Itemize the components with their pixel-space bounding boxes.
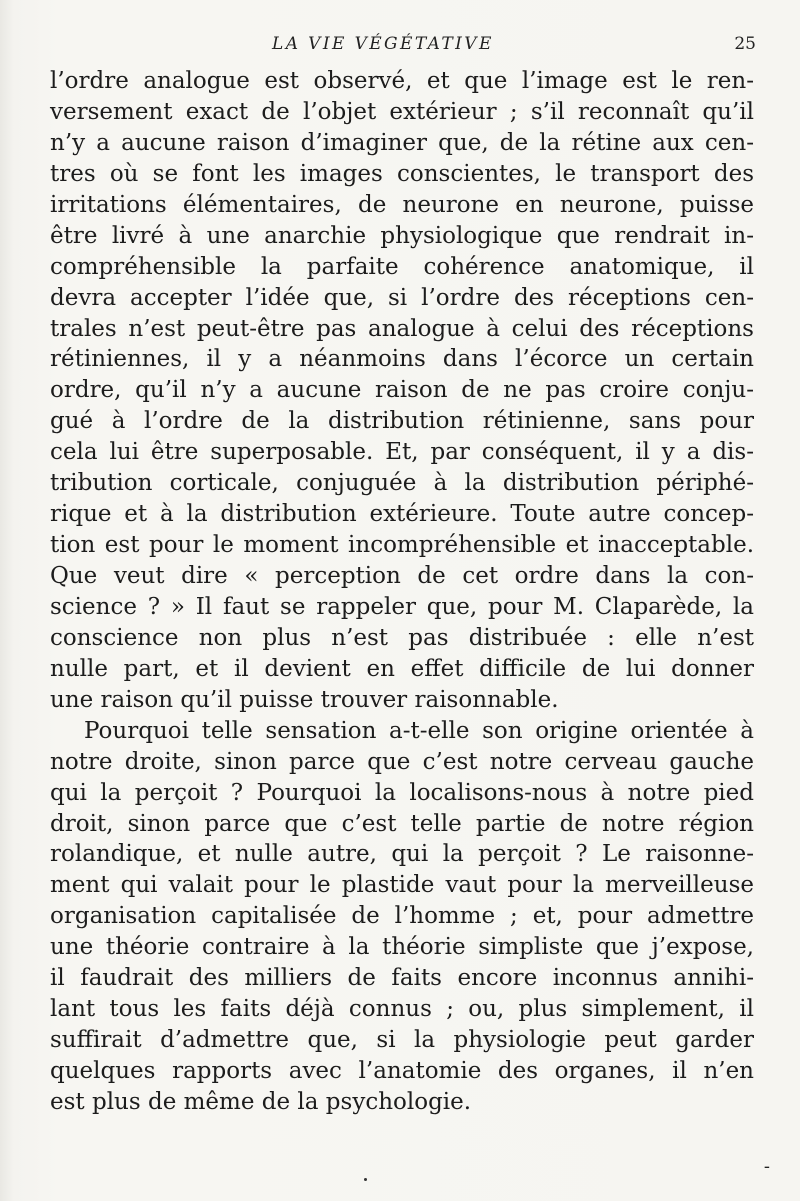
text-line: lant tous les faits déjà connus ; ou, plus simplement, il bbox=[50, 996, 754, 1023]
text-line: qui la perçoit ? Pourquoi la localisons-nous à notre pied bbox=[50, 779, 754, 806]
text-line: ordre, qu’il n’y a aucune raison de ne pas croire conju- bbox=[50, 377, 754, 404]
text-line: compréhensible la parfaite cohérence anatomique, il bbox=[50, 253, 754, 280]
paragraph bbox=[50, 66, 754, 716]
text-line: organisation capitalisée de l’homme ; et, pour admettre bbox=[50, 903, 754, 930]
text-line: cela lui être superposable. Et, par conséquent, il y a dis- bbox=[50, 439, 754, 466]
text-line: il faudrait des milliers de faits encore inconnus annihi- bbox=[50, 965, 754, 992]
text-line: droit, sinon parce que c’est telle partie de notre région bbox=[50, 810, 754, 837]
text-line: Que veut dire « perception de cet ordre dans la con- bbox=[50, 563, 754, 589]
running-title: LA VIE VÉGÉTATIVE bbox=[272, 34, 494, 54]
footer-mark: - bbox=[763, 1156, 770, 1177]
text-line: science ? » Il faut se rappeler que, pour M. Claparède, la bbox=[50, 593, 754, 620]
text-line: est plus de même de la psychologie. bbox=[50, 1088, 472, 1115]
text-line: Pourquoi telle sensation a-t-elle son origine orientée à bbox=[84, 717, 754, 744]
running-head bbox=[0, 34, 800, 58]
text-line: être livré à une anarchie physiologique que rendrait in- bbox=[50, 222, 754, 249]
text-line: nulle part, et il devient en effet difficile de lui donner bbox=[50, 655, 754, 682]
paragraph bbox=[50, 716, 754, 1118]
text-line: tres où se font les images conscientes, le transport des bbox=[50, 160, 754, 187]
text-line: versement exact de l’objet extérieur ; s’il reconnaît qu’il bbox=[50, 98, 754, 125]
text-line: ment qui valait pour le plastide vaut pour la merveilleuse bbox=[50, 872, 754, 899]
text-line: rique et à la distribution extérieure. Toute autre concep- bbox=[50, 501, 754, 528]
text-line: rétiniennes, il y a néanmoins dans l’écorce un certain bbox=[50, 346, 754, 373]
text-line: irritations élémentaires, de neurone en neurone, puisse bbox=[50, 191, 754, 218]
text-line: tion est pour le moment incompréhensible et inacceptable. bbox=[50, 532, 754, 559]
text-line: suffirait d’admettre que, si la physiologie peut garder bbox=[50, 1027, 754, 1054]
text-line: une théorie contraire à la théorie simpliste que j’expose, bbox=[50, 934, 754, 961]
text-line: quelques rapports avec l’anatomie des organes, il n’en bbox=[50, 1058, 754, 1084]
text-line: une raison qu’il puisse trouver raisonnable. bbox=[50, 686, 559, 713]
text-line: devra accepter l’idée que, si l’ordre des réceptions cen- bbox=[50, 284, 754, 311]
text-line: notre droite, sinon parce que c’est notre cerveau gauche bbox=[50, 748, 754, 775]
body-text bbox=[50, 66, 754, 1118]
text-line: gué à l’ordre de la distribution rétinienne, sans pour bbox=[50, 408, 754, 435]
page-number: 25 bbox=[734, 34, 756, 54]
text-line: rolandique, et nulle autre, qui la perçoit ? Le raisonne- bbox=[50, 841, 754, 868]
text-line: conscience non plus n’est pas distribuée : elle n’est bbox=[50, 624, 754, 651]
text-line: n’y a aucune raison d’imaginer que, de la rétine aux cen- bbox=[50, 129, 754, 156]
text-line: tribution corticale, conjuguée à la distribution périphé- bbox=[50, 470, 754, 497]
text-line: trales n’est peut-être pas analogue à celui des réceptions bbox=[50, 315, 754, 342]
text-line: l’ordre analogue est observé, et que l’image est le ren- bbox=[50, 68, 754, 94]
page-speck bbox=[364, 1178, 367, 1181]
